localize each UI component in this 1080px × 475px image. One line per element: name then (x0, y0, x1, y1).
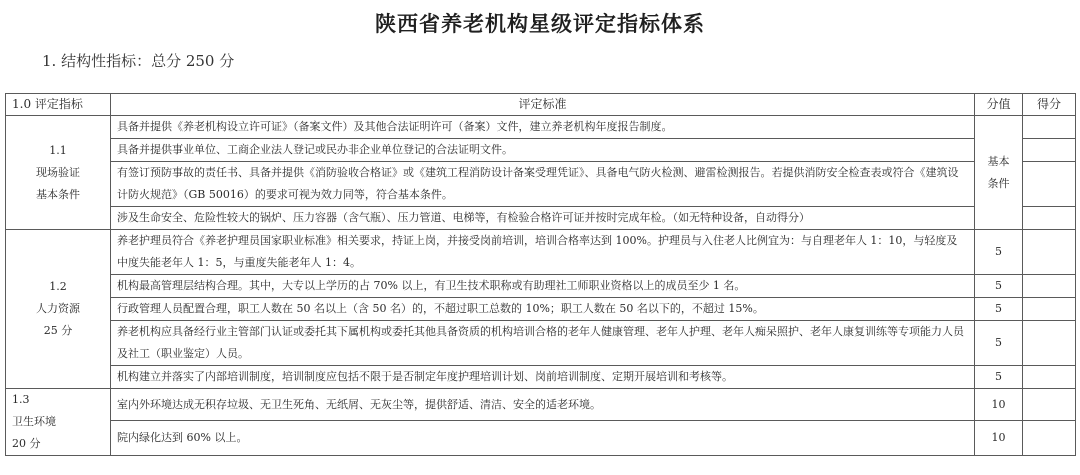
table-row (6, 139, 1076, 162)
category-name: 卫生环境 (12, 415, 56, 428)
header-category: 1.0 评定指标 (6, 94, 111, 116)
score-cell: 5 (975, 275, 1023, 298)
category-name: 现场验证 (36, 165, 80, 179)
criteria-cell: 具备并提供事业单位、工商企业法人登记或民办非企业单位登记的合法证明文件。 (111, 139, 975, 162)
table-row (6, 321, 1076, 366)
score-cell: 10 (975, 421, 1023, 456)
table-row (6, 389, 1076, 421)
criteria-cell: 院内绿化达到 60% 以上。 (111, 421, 975, 456)
got-cell[interactable] (1023, 230, 1076, 275)
got-cell[interactable] (1023, 116, 1076, 139)
category-id: 1.1 (49, 143, 67, 157)
table-row (6, 230, 1076, 275)
criteria-table (5, 93, 1076, 456)
criteria-cell: 机构建立并落实了内部培训制度，培训制度应包括不限于是否制定年度护理培训计划、岗前培训制度、定期开展培训和考核等。 (111, 366, 975, 389)
table-row (6, 275, 1076, 298)
criteria-cell: 行政管理人员配置合理，职工人数在 50 名以上（含 50 名）的，不超过职工总数的 10%；职工人数在 50 名以下的，不超过 15%。 (111, 298, 975, 321)
criteria-cell: 具备并提供《养老机构设立许可证》（备案文件）及其他合法证明许可（备案）文件，建立养老机构年度报告制度。 (111, 116, 975, 139)
table-row (6, 207, 1076, 230)
category-cell-1-2 (6, 230, 111, 389)
got-cell[interactable] (1023, 321, 1076, 366)
score-cell: 5 (975, 366, 1023, 389)
table-row (6, 421, 1076, 456)
got-cell[interactable] (1023, 421, 1076, 456)
table-row (6, 162, 1076, 207)
category-sub: 基本条件 (36, 187, 80, 201)
got-cell[interactable] (1023, 298, 1076, 321)
score-line: 基本 (987, 154, 1010, 168)
table-row (6, 116, 1076, 139)
score-cell: 10 (975, 389, 1023, 421)
category-sub: 20 分 (12, 437, 41, 450)
got-cell[interactable] (1023, 366, 1076, 389)
category-cell-1-3 (6, 389, 111, 456)
criteria-cell: 养老机构应具备经行业主管部门认证或委托其下属机构或委托其他具备资质的机构培训合格的老年人健康管理、老年人护理、老年人痴呆照护、老年人康复训练等专项能力人员及社工（职业鉴定）人员。 (111, 321, 975, 366)
category-sub: 25 分 (43, 324, 73, 337)
got-cell[interactable] (1023, 207, 1076, 230)
criteria-cell: 室内外环境达成无积存垃圾、无卫生死角、无纸屑、无灰尘等，提供舒适、清洁、安全的适老环境。 (111, 389, 975, 421)
category-id: 1.2 (49, 280, 67, 293)
table-row (6, 298, 1076, 321)
got-cell[interactable] (1023, 139, 1076, 162)
score-cell: 5 (975, 321, 1023, 366)
score-cell-basic (975, 116, 1023, 230)
section-title: 1. 结构性指标：总分 250 分 (42, 52, 235, 70)
score-cell: 5 (975, 298, 1023, 321)
header-got: 得分 (1023, 94, 1076, 116)
score-line: 条件 (987, 176, 1010, 190)
category-cell-1-1 (6, 116, 111, 230)
category-name: 人力资源 (36, 302, 80, 315)
category-id: 1.3 (12, 393, 30, 406)
got-cell[interactable] (1023, 275, 1076, 298)
criteria-cell: 有签订预防事故的责任书、具备并提供《消防验收合格证》或《建筑工程消防设计备案受理凭证》、具备电气防火检测、避雷检测报告。若提供消防安全检查表或符合《建筑设计防火规范》（GB 50016）的要求可视为效力同等，符合基本条件。 (111, 162, 975, 207)
header-score: 分值 (975, 94, 1023, 116)
criteria-cell: 养老护理员符合《养老护理员国家职业标准》相关要求，持证上岗，并接受岗前培训，培训合格率达到 100%。护理员与入住老人比例宜为：与自理老年人 1：10，与轻度及中度失能老年人 1：5，与重度失能老年人 1：4。 (111, 230, 975, 275)
criteria-cell: 机构最高管理层结构合理。其中，大专以上学历的占 70% 以上，有卫生技术职称或有助理社工师职业资格以上的成员至少 1 名。 (111, 275, 975, 298)
score-cell: 5 (975, 230, 1023, 275)
table-header-row (6, 94, 1076, 116)
document-title: 陕西省养老机构星级评定指标体系 (375, 12, 705, 36)
got-cell[interactable] (1023, 389, 1076, 421)
criteria-cell: 涉及生命安全、危险性较大的锅炉、压力容器（含气瓶）、压力管道、电梯等，有检验合格许可证并按时完成年检。（如无特种设备，自动得分） (111, 207, 975, 230)
header-criteria: 评定标准 (111, 94, 975, 116)
got-cell[interactable] (1023, 162, 1076, 207)
table-row (6, 366, 1076, 389)
